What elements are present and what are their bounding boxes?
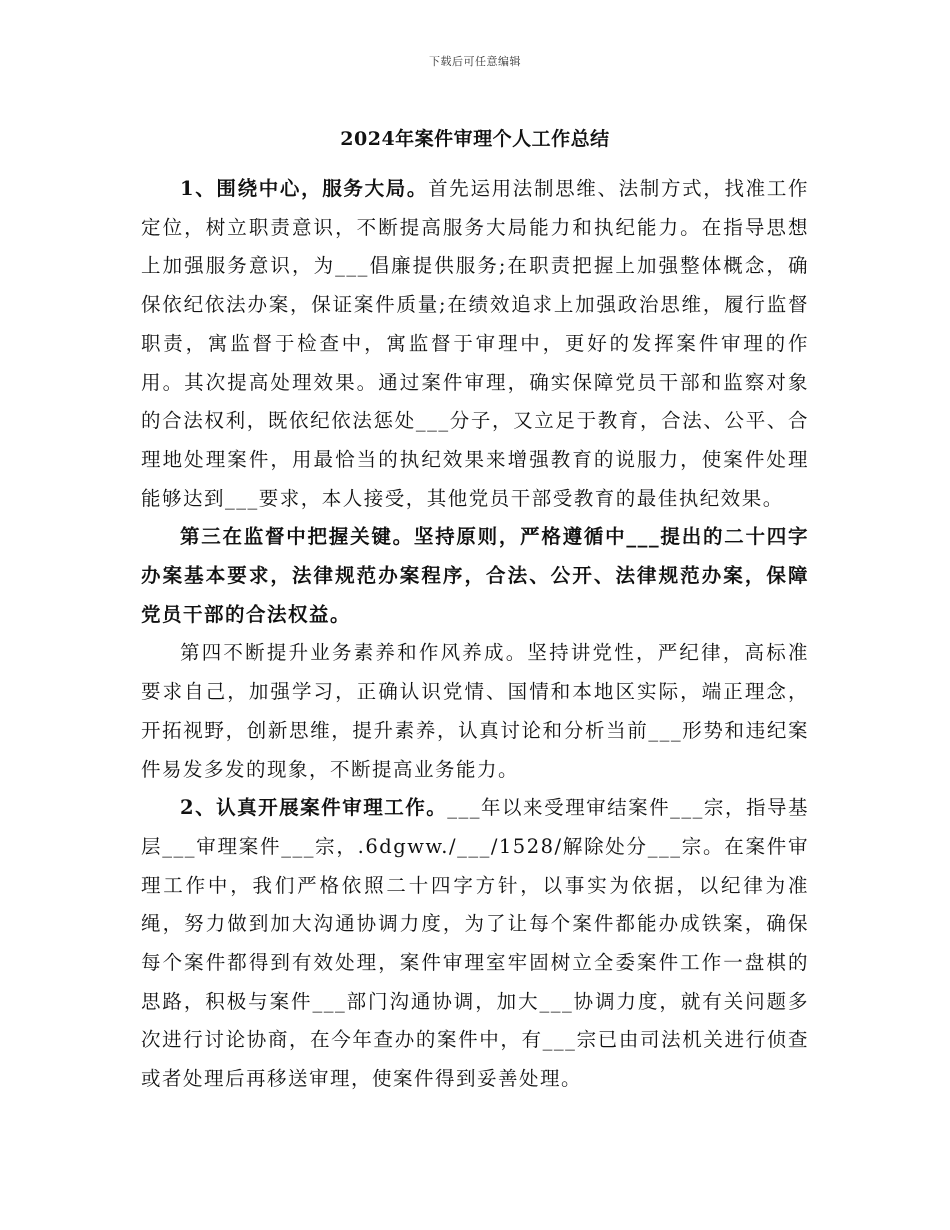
paragraph-2 bbox=[141, 518, 809, 634]
header-note: 下载后可任意编辑 bbox=[429, 55, 521, 68]
document-title: 2024年案件审理个人工作总结 bbox=[340, 128, 610, 150]
paragraph-4-text: ___年以来受理审结案件___宗，指导基层___审理案件___宗，.6dgww./___/1528/解除处分___宗。在案件审理工作中，我们严格依照二十四字方针，以事实为依据，以纪律为准绳，努力做到加大沟通协调力度，为了让每个案件都能办成铁案，确保每个案件都得到有效处理，案件审理室牢固树立全委案件工作一盘棋的思路，积极与案件___部门沟通协调，加大___协调力度，就有关问题多次进行讨论协商，在今年查办的案件中，有___宗已由司法机关进行侦查或者处理后再移送审理，使案件得到妥善处理。 bbox=[141, 796, 809, 1091]
paragraph-3-text: 第四不断提升业务素养和作风养成。坚持讲党性，严纪律，高标准要求自己，加强学习，正确认识党情、国情和本地区实际，端正理念，开拓视野，创新思维，提升素养，认真讨论和分析当前___形势和违纪案件易发多发的现象，不断提高业务能力。 bbox=[141, 641, 809, 781]
document-body bbox=[141, 170, 809, 1099]
paragraph-1 bbox=[141, 170, 809, 518]
paragraph-4-heading: 2、认真开展案件审理工作。 bbox=[180, 796, 448, 820]
paragraph-4 bbox=[141, 789, 809, 1099]
paragraph-1-text: 首先运用法制思维、法制方式，找准工作定位，树立职责意识，不断提高服务大局能力和执纪能力。在指导思想上加强服务意识，为___倡廉提供服务;在职责把握上加强整体概念，确保依纪依法办案，保证案件质量;在绩效追求上加强政治思维，履行监督职责，寓监督于检查中，寓监督于审理中，更好的发挥案件审理的作用。其次提高处理效果。通过案件审理，确实保障党员干部和监察对象的合法权利，既依纪依法惩处___分子，又立足于教育，合法、公平、合理地处理案件，用最恰当的执纪效果来增强教育的说服力，使案件处理能够达到___要求，本人接受，其他党员干部受教育的最佳执纪效果。 bbox=[141, 177, 809, 510]
paragraph-2-heading: 第三在监督中把握关键。坚持原则，严格遵循中___提出的二十四字办案基本要求，法律规范办案程序，合法、公开、法律规范办案，保障党员干部的合法权益。 bbox=[141, 525, 809, 626]
paragraph-1-heading: 1、围绕中心，服务大局。 bbox=[180, 177, 429, 200]
paragraph-3 bbox=[141, 634, 809, 789]
